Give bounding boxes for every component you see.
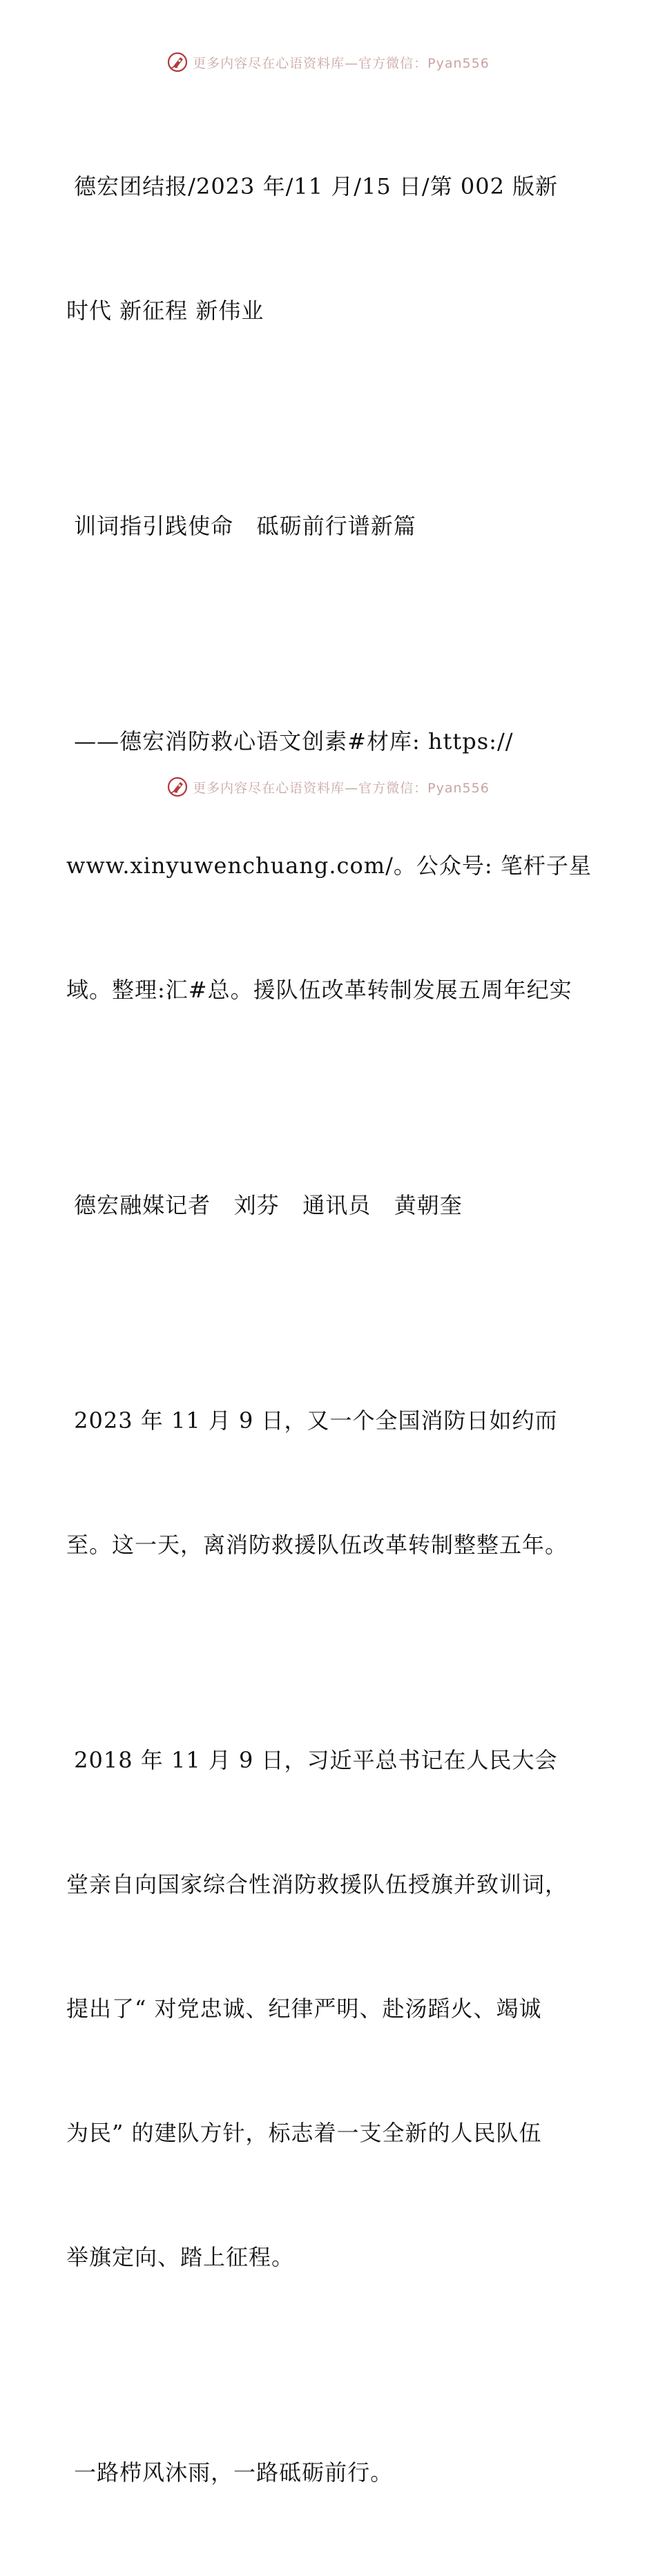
newspaper-header bbox=[66, 83, 591, 414]
pen-nib-circle-icon bbox=[166, 51, 189, 73]
paragraph-line: 一路栉风沐雨，一路砥砺前行。 bbox=[66, 2459, 394, 2486]
pen-nib-circle-icon bbox=[166, 776, 189, 798]
paragraph-line: 为民” 的建队方针，标志着一支全新的人民队伍 bbox=[66, 2120, 542, 2146]
paragraph-line: 至。这一天，离消防救援队伍改革转制整整五年。 bbox=[66, 1532, 568, 1558]
byline bbox=[66, 1102, 591, 1309]
paragraph-1 bbox=[66, 1317, 591, 1648]
subtitle-line: 域。整理:汇#总。援队伍改革转制发展五周年纪实 bbox=[66, 977, 572, 1003]
header-line: 时代 新征程 新伟业 bbox=[66, 297, 264, 324]
article-title bbox=[66, 422, 591, 630]
watermark-footer bbox=[0, 774, 656, 799]
paragraph-line: 2018 年 11 月 9 日，习近平总书记在人民大会 bbox=[66, 1747, 558, 1773]
subtitle-line: ——德宏消防救心语文创素#材库: https:// bbox=[66, 728, 514, 754]
article-subtitle bbox=[66, 638, 591, 1093]
paragraph-3 bbox=[66, 2369, 591, 2576]
article-body bbox=[66, 83, 591, 2576]
header-line: 德宏团结报/2023 年/11 月/15 日/第 002 版新 bbox=[66, 173, 559, 199]
watermark-header bbox=[0, 50, 656, 75]
byline-line: 德宏融媒记者 刘芬 通讯员 黄朝奎 bbox=[66, 1192, 463, 1218]
paragraph-line: 提出了“ 对党忠诚、纪律严明、赴汤蹈火、竭诚 bbox=[66, 1996, 542, 2022]
paragraph-line: 堂亲自向国家综合性消防救援队伍授旗并致训词， bbox=[66, 1871, 568, 1897]
paragraph-line: 2023 年 11 月 9 日，又一个全国消防日如约而 bbox=[66, 1407, 558, 1434]
title-line: 训词指引践使命 砥砺前行谱新篇 bbox=[66, 513, 416, 539]
watermark-text: 更多内容尽在心语资料库—官方微信：Pyan556 bbox=[193, 55, 490, 71]
paragraph-2 bbox=[66, 1657, 591, 2361]
watermark-text: 更多内容尽在心语资料库—官方微信：Pyan556 bbox=[193, 780, 490, 796]
paragraph-line: 举旗定向、踏上征程。 bbox=[66, 2244, 295, 2270]
subtitle-line: www.xinyuwenchuang.com/。公众号: 笔杆子星 bbox=[66, 852, 592, 879]
